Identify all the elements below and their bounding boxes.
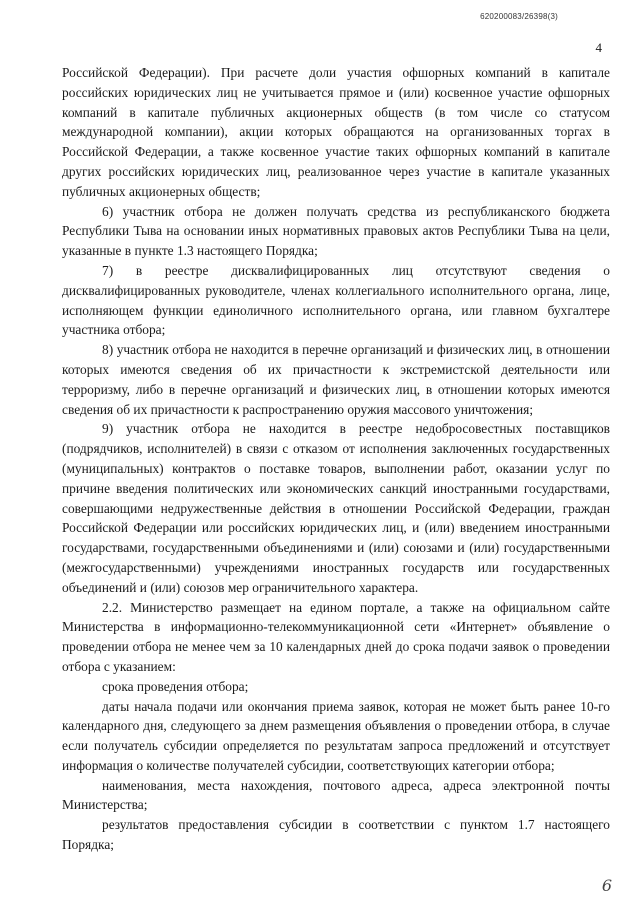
paragraph: результатов предоставления субсидии в соответствии с пунктом 1.7 настоящего Порядка; [62, 817, 610, 853]
handwritten-page-mark: 6 [601, 876, 612, 895]
paragraph: Российской Федерации). При расчете доли участия офшорных компаний в капитале российских юридических лиц не учитывается прямое и (или) косвенное участие офшорных компаний в капитале публичных акционерных обществ (в том числе со статусом международной компании), акции которых обращаются на организованных торгах в Российской Федерации, а также косвенное участие таких офшорных компаний в капитале других российских юридических лиц, реализованное через участие в капитале указанных публичных акционерных обществ; [62, 65, 610, 199]
paragraph: 8) участник отбора не находится в перечне организаций и физических лиц, в отношении которых имеются сведения об их причастности к экстремистской деятельности или терроризму, либо в перечне организаций и физических лиц, в отношении которых имеются сведения об их причастности к распространению оружия массового уничтожения; [62, 342, 610, 417]
paragraph: 9) участник отбора не находится в реестре недобросовестных поставщиков (подрядчиков, исполнителей) в связи с отказом от исполнения заключенных государственных (муниципальных) контрактов о поставке товаров, выполнении работ, оказании услуг по причине введения политических или экономических санкций иностранными государствами, совершающими недружественные действия в отношении Российской Федерации, граждан Российской Федерации или российских юридических лиц, и (или) введением иностранными государствами, государственными объединениями и (или) союзами и (или) государственными (межгосударственными) учреждениями иностранных государств или государственных объединений и (или) союзов мер ограничительного характера. [62, 421, 610, 595]
document-id: 620200083/26398(3) [480, 12, 558, 21]
page-number: 4 [595, 40, 602, 55]
paragraph: срока проведения отбора; [102, 678, 249, 694]
paragraph: 7) в реестре дисквалифицированных лиц отсутствуют сведения о дисквалифицированных руководителе, членах коллегиального исполнительного органа, лице, исполняющем функции единоличного исполнительного органа, или главном бухгалтере участника отбора; [62, 262, 610, 338]
paragraph: 2.2. Министерство размещает на едином портале, а также на официальном сайте Министерства в информационно-телекоммуникационной сети «Интернет» объявление о проведении отбора не менее чем за 10 календарных дней до срока подачи заявок о проведении отбора с указанием: [62, 599, 610, 674]
paragraph: 6) участник отбора не должен получать средства из республиканского бюджета Республики Тыва на основании иных нормативных правовых актов Республики Тыва на цели, указанные в пункте 1.3 настоящего Порядка; [62, 203, 610, 259]
paragraph: наименования, места нахождения, почтового адреса, адреса электронной почты Министерства; [62, 777, 610, 813]
paragraph: даты начала подачи или окончания приема заявок, которая не может быть ранее 10-го календарного дня, следующего за днем размещения объявления о проведении отбора, в случае если получатель субсидии определяется по результатам запроса предложений и отсутствует информация о количестве получателей субсидии, соответствующих категории отбора; [62, 698, 610, 773]
document-body [62, 63, 610, 855]
